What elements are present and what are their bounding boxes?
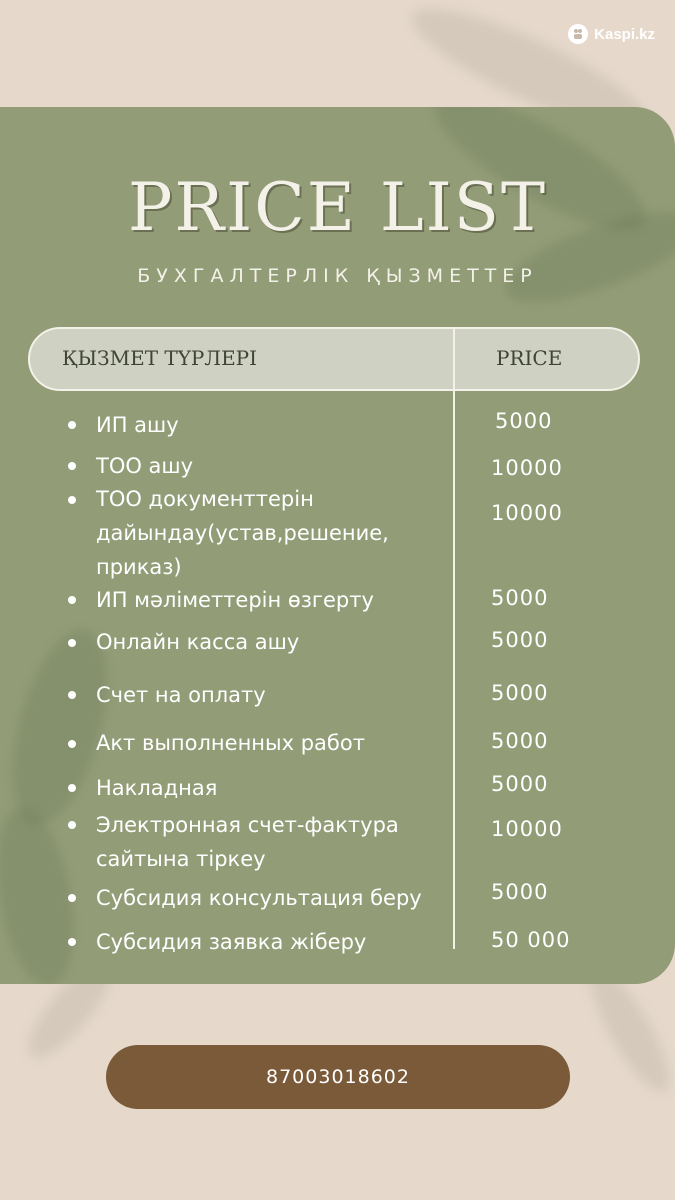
price-value: 10000 — [491, 456, 563, 480]
service-item: ИП мәліметтерін өзгерту — [96, 588, 374, 612]
list-bullet — [68, 938, 76, 946]
price-value: 50 000 — [491, 928, 571, 952]
service-item: Онлайн касса ашу — [96, 630, 300, 654]
page-title: PRICE LIST — [128, 169, 547, 246]
price-value: 5000 — [491, 586, 549, 610]
price-value: 5000 — [491, 681, 549, 705]
list-bullet — [68, 691, 76, 699]
list-bullet — [68, 821, 76, 829]
list-bullet — [68, 784, 76, 792]
price-value: 10000 — [491, 817, 563, 841]
price-value: 10000 — [491, 501, 563, 525]
column-header-price: PRICE — [496, 346, 563, 370]
phone-button[interactable]: 87003018602 — [106, 1045, 570, 1109]
kaspi-logo-icon — [568, 24, 588, 44]
list-bullet — [68, 496, 76, 504]
list-bullet — [68, 462, 76, 470]
service-item: Субсидия консультация беру — [96, 886, 422, 910]
service-item: ТОО документтерін дайындау(устав,решение, приказ) — [96, 487, 389, 579]
list-bullet — [68, 894, 76, 902]
list-bullet — [68, 639, 76, 647]
service-item: Субсидия заявка жіберу — [96, 930, 367, 954]
column-divider — [453, 327, 455, 949]
price-value: 5000 — [495, 409, 553, 433]
service-item: Накладная — [96, 776, 218, 800]
price-value: 5000 — [491, 729, 549, 753]
service-item: Счет на оплату — [96, 683, 266, 707]
list-bullet — [68, 421, 76, 429]
page-subtitle: БУХГАЛТЕРЛІК ҚЫЗМЕТТЕР — [137, 265, 538, 287]
list-bullet — [68, 740, 76, 748]
price-card — [0, 107, 675, 984]
service-item: ТОО ашу — [96, 454, 194, 478]
price-value: 5000 — [491, 880, 549, 904]
price-value: 5000 — [491, 628, 549, 652]
watermark-text: Kaspi.kz — [594, 25, 655, 43]
service-item: Электронная счет-фактура сайтына тіркеу — [96, 813, 399, 871]
kaspi-watermark — [568, 24, 655, 44]
table-header — [28, 327, 640, 391]
service-item: ИП ашу — [96, 413, 179, 437]
list-bullet — [68, 596, 76, 604]
price-value: 5000 — [491, 772, 549, 796]
column-header-service: ҚЫЗМЕТ ТҮРЛЕРІ — [62, 346, 258, 370]
service-item: Акт выполненных работ — [96, 731, 365, 755]
